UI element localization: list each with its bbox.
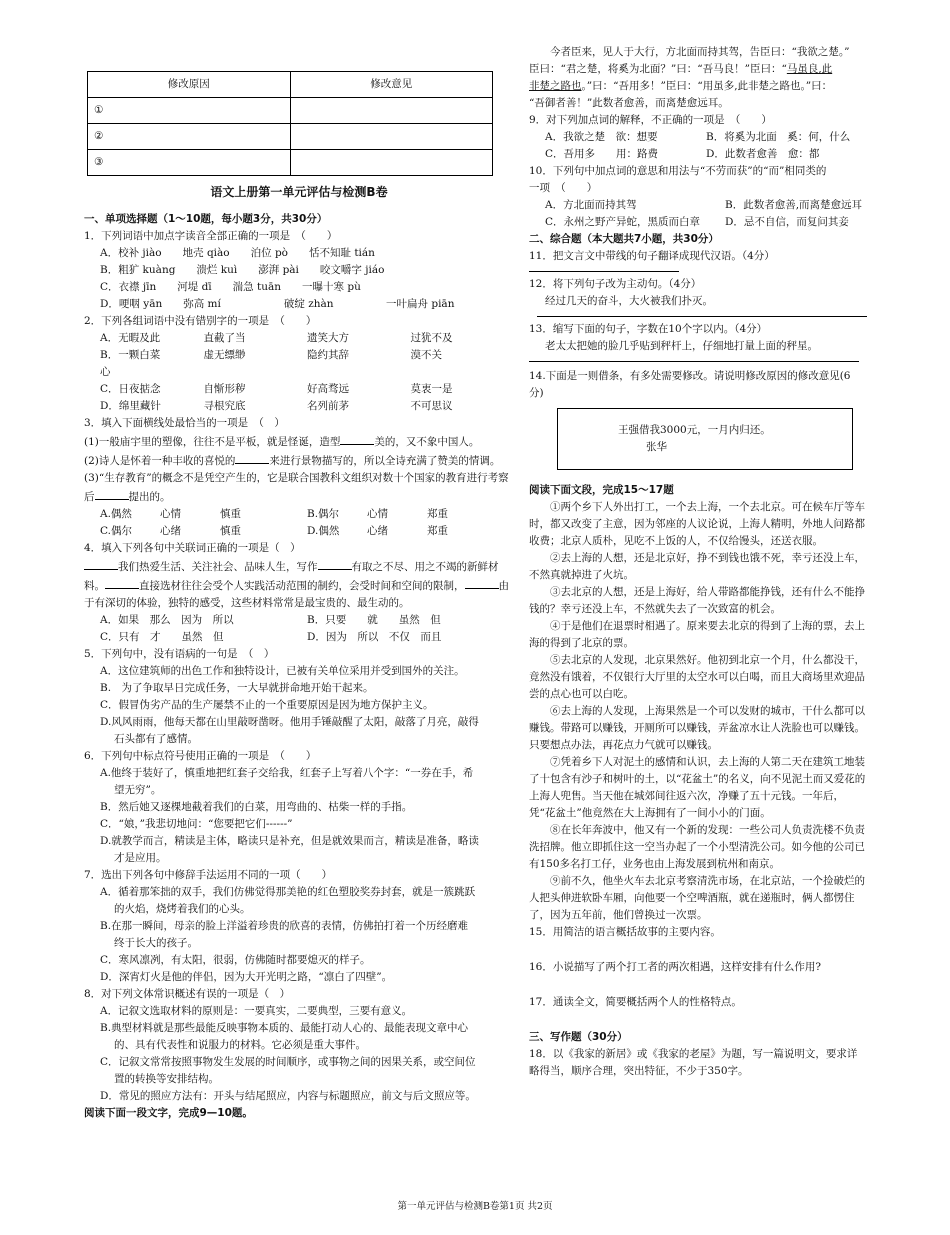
option: B．粗犷 kuàng 溃烂 kuì 澎湃 pài 咬文嚼字 jiáo: [100, 264, 385, 276]
answer-line: [537, 310, 867, 317]
answer-line: [529, 355, 859, 362]
question-3: 3．填入下面横线处最恰当的一项是 （ ） (1)一般庙宇里的塑像，往往不是平板，就是怪诞，造型 美的，又不象中国人。 (2)诗人是怀着一种丰收的喜悦的 来进行景物描写的，所以全诗充满了赞美的情调。 (3)“生存教育”的概念不是凭空产生的，它是联合国教科文组织对数十个国家的教育进行考察后 提出的。 A.偶然 心情 慎重 B.偶尔 心情 郑重 C.偶尔 心绪 慎重 D.偶然 心绪 郑重: [84, 415, 514, 540]
question-4: 4．填入下列各句中关联词正确的一项是（ ） 我们热爱生活、关注社会、品味人生，写作 有取之不尽、用之不竭的新鲜材料。 直接选材往往会受个人实践活动范围的制约，会受时间和空间的限制， 由于有深切的体验，独特的感受，这些材料常常是最宝贵的、最生动的。 A．如果 那么 因为 所以 B．只要 就 虽然 但 C．只有 才 虽然 但 D．因为 所以 不仅 而且: [84, 540, 514, 646]
section-heading: 二、综合题（本大题共7小题，共30分）: [529, 233, 719, 245]
table-row-label: ②: [88, 124, 291, 150]
question-stem: 2．下列各组词语中没有错别字的一项是 （ ）: [84, 315, 317, 327]
story-passage: ①两个乡下人外出打工，一个去上海，一个去北京。可在候车厅等车时，都又改变了主意，因为邻座的人议论说，上海人精明，外地人问路都收费；北京人质朴，见吃不上饭的人，不仅给馒头，还送衣服。 ②去上海的人想，还是北京好，挣不到钱也饿不死，幸亏还没上车，不然真就掉进了火坑。 ③去北京的人想，还是上海好，给人带路都能挣钱，还有什么不能挣钱的？幸亏还没上车，不然就失去了一次致富的机会。 ④于是他们在退票时相遇了。原来要去北京的得到了上海的票，去上海的得到了北京的票。 ⑤去北京的人发现，北京果然好。他初到北京一个月，什么都没干，竟然没有饿着，不仅银行大厅里的太空水可以白喝，而且大商场里欢迎品尝的点心也可以白吃。 ⑥去上海的人发现，上海果然是一个可以发财的城市，干什么都可以赚钱。带路可以赚钱，开厕所可以赚钱，弄盆凉水让人洗脸也可以赚钱。只要想点办法，再花点力气就可以赚钱。 ⑦凭着乡下人对泥土的感情和认识，去上海的人第二天在建筑工地装了十包含有沙子和树叶的土，以“花盆土”的名义，向不见泥土而又爱花的上海人兜售。当天他在城郊间往返六次，净赚了五十元钱。一年后，凭“花盆土”他竟然在大上海拥有了一间小小的门面。 ⑧在长年奔波中，他又有一个新的发现：一些公司人负责洗楼不负责洗招牌。他立即抓住这一空当办起了一个小型清洗公司。如今他的公司已有150多名打工仔，业务也由上海发展到杭州和南京。 ⑨前不久，他坐火车去北京考察清洗市场，在北京站，一个捡破烂的人把头伸进软卧车厢，向他要一个空啤酒瓶，就在递瓶时，俩人都愣住了，因为五年前，他们曾换过一次票。: [529, 501, 866, 921]
question-9: 9．对下列加点词的解释，不正确的一项是 （ ） A．我欲之楚 欲：想要 B．将奚为北面 奚：何，什么 C．吾用多 用：路费 D．此数者愈善 愈：都: [529, 112, 867, 163]
question-7: 7．选出下列各句中修辞手法运用不同的一项（ ） A．循着那笨拙的双手，我们仿佛觉得那美艳的红色塑胶奖券封套，就是一簇跳跃 的火焰，烧烤着我们的心头。 B.在那一瞬间，母亲的脸上洋溢着珍贵的欣喜的表情，仿佛拍打着一个历经磨难 终于长大的孩子。 C．寒风凛冽，有太阳，很弱，仿佛随时都要熄灭的样子。 D．深宵灯火是他的伴侣，因为大开光明之路，“凛白了四壁”。: [84, 867, 514, 986]
table-row-label: ③: [88, 150, 291, 176]
question-5: 5．下列句中，没有语病的一句是 （ ） A．这位建筑师的出色工作和独特设计，已被有关单位采用并受到国外的关注。 B. 为了争取早日完成任务，一大早就拼命地开始干起来。 C．假冒伪劣产品的生产屡禁不止的一个重要原因是因为地方保护主义。 D.风风雨雨，他每天都在山里敲呀凿呀。他用手锤敲醒了太阳，敲落了月亮，敲得 石头都有了感情。: [84, 646, 514, 748]
revision-table: [87, 71, 493, 176]
answer-line: [529, 265, 679, 272]
reading-instruction: 阅读下面文段，完成15～17题: [529, 484, 674, 496]
right-column: [529, 44, 867, 1080]
table-header: 修改原因: [88, 72, 291, 98]
page-title: 语文上册第一单元评估与检测B卷: [210, 185, 388, 199]
question-stem: 3．填入下面横线处最恰当的一项是 （ ）: [84, 417, 285, 429]
question-10: 10．下列句中加点词的意思和用法与“不劳而获”的“而”相同类的 一项 （ ） A．方北面而持其驾 B．此数者愈善,而离楚愈远耳 C．永州之野产异蛇，黑质而白章 D．忌不自信，而复问其妾: [529, 163, 867, 231]
table-header: 修改意见: [290, 72, 493, 98]
question-14: 14.下面是一则借条，有多处需要修改。请说明修改原因的修改意见(6 分) 王强借我3000元，一月内归还。 张华: [529, 368, 867, 470]
question-18: 18．以《我家的新居》或《我家的老屋》为题，写一篇说明文，要求详略得当，顺序合理，突出特征，不少于350字。: [529, 1048, 858, 1077]
reading-instruction: 阅读下面一段文字，完成9—10题。: [84, 1107, 253, 1119]
left-column: [84, 0, 514, 1122]
question-stem: 10．下列句中加点词的意思和用法与“不劳而获”的“而”相同类的: [529, 165, 827, 177]
question-12: 12．将下列句子改为主动句。（4分） 经过几天的奋斗，大火被我们扑灭。: [529, 276, 867, 317]
question-6: 6．下列句中标点符号使用正确的一项是 （ ） A.他终于装好了，慎重地把红套子交给我，红套子上写着八个字：“一券在手，希 望无穷”。 B．然后她又逐棵地截着我们的白菜，用弯曲的、枯柴一样的手指。 C．“娘，”我悲切地问：“您要把它们------” D.就教学而言，精读是主体，略读只是补充，但是就效果而言，精读是准备，略读 才是应用。: [84, 748, 514, 867]
page-footer: 第一单元评估与检测B卷第1页 共2页: [397, 1201, 553, 1212]
section-heading: 一、单项选择题（1～10题，每小题3分，共30分）: [84, 213, 328, 225]
question-stem: 8．对下列文体常识概述有误的一项是（ ）: [84, 988, 291, 1000]
question-15: 15．用简洁的语言概括故事的主要内容。: [529, 926, 721, 938]
classical-passage: 今者臣来，见人于大行，方北面而持其驾，告臣曰：“我欲之楚。” 臣曰：“君之楚，将奚为北面？”曰：“吾马良！”臣曰：“马虽良,此 非楚之路也。”曰：“吾用多！”臣曰：“用虽多,此非楚之路也。”曰： “吾御者善！”此数者愈善，而离楚愈远耳。: [529, 46, 850, 109]
question-stem: 7．选出下列各句中修辞手法运用不同的一项（ ）: [84, 869, 333, 881]
question-1: [84, 228, 514, 313]
option: A．校补 jiào 地壳 qiào 泊位 pò 恬不知耻 tián: [100, 247, 375, 259]
question-stem: 4．填入下列各句中关联词正确的一项是（ ）: [84, 542, 301, 554]
question-2: 2．下列各组词语中没有错别字的一项是 （ ） A．无暇及此 直截了当 遗笑大方 过犹不及 B．一颗白菜 虚无缥缈 隐约其辞 漠不关 心 C．日夜掂念 自惭形秽 好高骛远 莫衷一是 D．绵里藏针 寻根究底 名列前茅 不可思议: [84, 313, 514, 415]
question-stem: 5．下列句中，没有语病的一句是 （ ）: [84, 648, 275, 660]
iou-note: 王强借我3000元，一月内归还。 张华: [557, 408, 853, 470]
question-stem: 9．对下列加点词的解释，不正确的一项是 （ ）: [529, 114, 772, 126]
question-16: 16．小说描写了两个打工者的两次相遇，这样安排有什么作用?: [529, 961, 821, 973]
table-row-label: ①: [88, 98, 291, 124]
question-11: 11．把文言文中带线的句子翻译成现代汉语。（4分）: [529, 250, 775, 262]
option: D．哽咽 yān 弥高 mí 破绽 zhàn 一叶扁舟 piān: [100, 298, 455, 310]
question-17: 17．通读全文，简要概括两个人的性格特点。: [529, 996, 742, 1008]
question-13: 13．缩写下面的句子，字数在10个字以内。（4分） 老太太把她的脸几乎贴到秤杆上，仔细地打量上面的秤星。: [529, 321, 867, 362]
section-heading: 三、写作题（30分）: [529, 1031, 628, 1043]
question-stem: 1．下列词语中加点字读音全部正确的一项是 （ ）: [84, 230, 338, 242]
option: C．衣襟 jīn 河堤 dī 湍急 tuān 一曝十寒 pù: [100, 281, 361, 293]
question-8: 8．对下列文体常识概述有误的一项是（ ） A．记叙文选取材料的原则是：一要真实，二要典型，三要有意义。 B.典型材料就是那些最能反映事物本质的、最能打动人心的、最能表现文章中心 的、具有代表性和说服力的材料。它必须是重大事件。 C．记叙文常常按照事物发生发展的时间顺序，或事物之间的因果关系，或空间位 置的转换等安排结构。 D．常见的照应方法有：开头与结尾照应，内容与标题照应，前文与后文照应等。: [84, 986, 514, 1105]
question-stem: 6．下列句中标点符号使用正确的一项是 （ ）: [84, 750, 317, 762]
